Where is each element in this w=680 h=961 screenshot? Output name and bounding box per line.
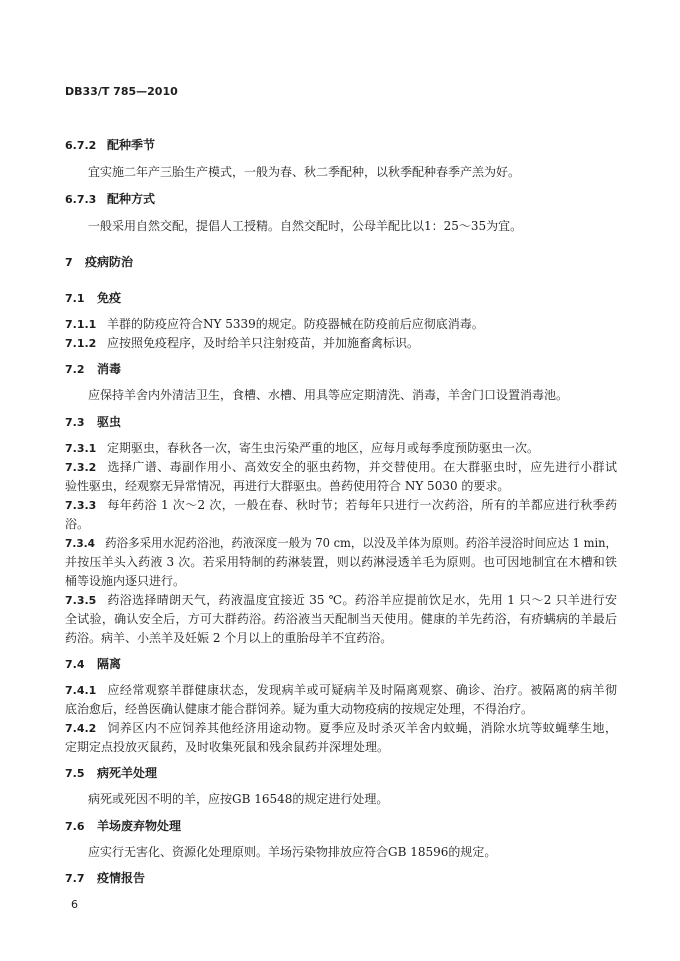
- clause-number: 7.3.1: [65, 442, 97, 455]
- clause-7-3-5-line-3: 药浴。病羊、小羔羊及妊娠 2 个月以上的重胎母羊不宜药浴。: [65, 631, 393, 645]
- section-number: 7.4: [65, 658, 85, 671]
- heading-7-1: [65, 290, 121, 306]
- clause-text: 饲养区内不应饲养其他经济用途动物。夏季应及时杀灭羊舍内蚊蝇，消除水坑等蚊蝇孳生地，: [107, 721, 617, 735]
- paragraph-line: 病死或死因不明的羊，应按GB 16548的规定进行处理。: [88, 792, 389, 806]
- paragraph-line: 应实行无害化、资源化处理原则。羊场污染物排放应符合GB 18596的规定。: [88, 845, 497, 859]
- clause-number: 7.3.4: [65, 537, 95, 550]
- section-title: 消毒: [97, 362, 122, 376]
- heading-7-2: [65, 361, 121, 377]
- clause-text: 应经常观察羊群健康状态，发现病羊或可疑病羊及时隔离观察、确诊、治疗。被隔离的病羊彻: [107, 683, 617, 697]
- chapter-number: 7: [65, 256, 73, 269]
- clause-number: 7.4.2: [65, 722, 97, 735]
- clause-7-3-3-line-2: 浴。: [65, 517, 90, 531]
- heading-7-5: [65, 765, 157, 781]
- clause-text: 羊群的防疫应符合NY 5339的规定。防疫器械在防疫前后应彻底消毒。: [107, 317, 484, 331]
- chapter-heading-7: [65, 254, 133, 270]
- clause-title: 配种季节: [107, 138, 156, 152]
- clause-number: 7.1.1: [65, 318, 97, 331]
- heading-7-6: [65, 818, 181, 834]
- heading-7-7: [65, 870, 145, 886]
- header-doc-code: DB33/T 785—2010: [65, 85, 178, 98]
- heading-6-7-3: [65, 191, 155, 207]
- heading-7-4: [65, 656, 121, 672]
- section-title: 羊场废弃物处理: [97, 819, 182, 833]
- paragraph-line: 一般采用自然交配，提倡人工授精。自然交配时，公母羊配比以1：25～35为宜。: [88, 219, 523, 233]
- clause-7-4-2: [65, 720, 617, 736]
- section-title: 驱虫: [97, 415, 122, 429]
- clause-number: 6.7.3: [65, 193, 97, 206]
- clause-7-3-3: [65, 497, 617, 513]
- clause-7-4-2-line-2: 定期定点投放灭鼠药，及时收集死鼠和残余鼠药并深埋处理。: [65, 740, 390, 754]
- clause-7-3-5: [65, 592, 617, 608]
- clause-7-3-4-line-2: 并按压羊头入药液 3 次。若采用特制的药淋装置，则以药淋浸透羊毛为原则。也可因地制宜在木槽和铁: [65, 555, 617, 569]
- clause-number: 7.4.1: [65, 684, 97, 697]
- clause-number: 7.3.5: [65, 594, 97, 607]
- section-title: 疫情报告: [97, 871, 146, 885]
- clause-7-3-4-line-3: 桶等设施内逐只进行。: [65, 574, 186, 588]
- clause-number: 6.7.2: [65, 139, 97, 152]
- section-number: 7.5: [65, 767, 85, 780]
- section-number: 7.7: [65, 872, 85, 885]
- clause-number: 7.3.3: [65, 499, 97, 512]
- clause-title: 配种方式: [107, 192, 156, 206]
- section-number: 7.3: [65, 416, 85, 429]
- clause-text: 药浴多采用水泥药浴池，药液深度一般为 70 cm，以没及羊体为原则。药浴羊浸浴时间应达 1 min，: [105, 536, 618, 550]
- clause-text: 定期驱虫，春秋各一次，寄生虫污染严重的地区，应每月或每季度预防驱虫一次。: [107, 441, 540, 455]
- clause-number: 7.1.2: [65, 337, 97, 350]
- clause-text: 药浴选择晴朗天气，药液温度宜接近 35 ℃。药浴羊应提前饮足水，先用 1 只～2 只羊进行安: [107, 593, 617, 607]
- clause-text: 选择广谱、毒副作用小、高效安全的驱虫药物，并交替使用。在大群驱虫时，应先进行小群试: [107, 460, 617, 474]
- chapter-title: 疫病防治: [85, 255, 134, 269]
- section-title: 病死羊处理: [97, 766, 158, 780]
- section-number: 7.2: [65, 363, 85, 376]
- clause-7-1-2: [65, 335, 419, 351]
- heading-6-7-2: [65, 137, 155, 153]
- heading-7-3: [65, 414, 121, 430]
- clause-7-3-1: [65, 440, 539, 456]
- clause-7-4-1-line-2: 底治愈后，经兽医确认健康才能合群饲养。疑为重大动物疫病的按规定处理，不得治疗。: [65, 702, 534, 716]
- paragraph-line: 应保持羊舍内外清洁卫生，食槽、水槽、用具等应定期清洗、消毒，羊舍门口设置消毒池。: [88, 388, 569, 402]
- clause-text: 应按照免疫程序，及时给羊只注射疫苗，并加施畜禽标识。: [107, 336, 420, 350]
- clause-7-3-2-line-2: 验性驱虫，经观察无异常情况，再进行大群驱虫。兽药使用符合 NY 5030 的要求。: [65, 479, 510, 493]
- clause-7-3-5-line-2: 全试验，确认安全后，方可大群药浴。药浴液当天配制当天使用。健康的羊先药浴，有疥螨病的羊最后: [65, 612, 617, 626]
- clause-text: 每年药浴 1 次～2 次，一般在春、秋时节；若每年只进行一次药浴，所有的羊都应进行秋季药: [107, 498, 617, 512]
- section-title: 隔离: [97, 657, 122, 671]
- clause-7-3-2: [65, 459, 617, 475]
- page-number: 6: [71, 898, 78, 911]
- clause-7-4-1: [65, 682, 617, 698]
- section-title: 免疫: [97, 291, 122, 305]
- clause-7-3-4: [65, 535, 617, 551]
- section-number: 7.6: [65, 820, 85, 833]
- clause-7-1-1: [65, 316, 484, 332]
- section-number: 7.1: [65, 292, 85, 305]
- paragraph-line: 宜实施二年产三胎生产模式，一般为春、秋二季配种，以秋季配种春季产羔为好。: [88, 165, 521, 179]
- clause-number: 7.3.2: [65, 461, 97, 474]
